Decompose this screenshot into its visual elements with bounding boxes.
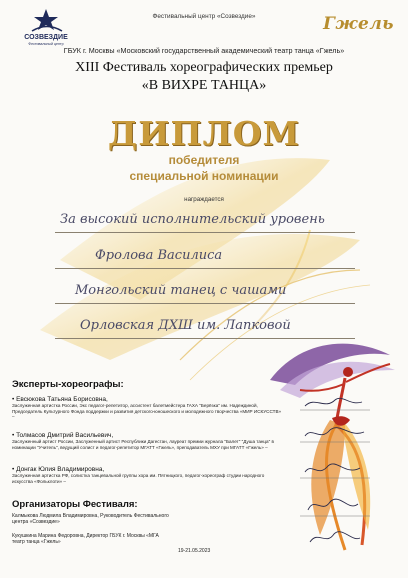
- festival-title: XIII Фестиваль хореографических премьер: [75, 60, 333, 75]
- experts-title: Эксперты-хореографы:: [12, 379, 124, 390]
- logo-left-subtitle: Фестивальный центр: [28, 42, 64, 46]
- festival-date: 19-21.05.2023: [178, 548, 211, 554]
- signature-5: [310, 532, 360, 542]
- expert-name: • Евсюкова Татьяна Борисовна,: [12, 396, 108, 403]
- expert-name: • Донгак Юлия Владимировна,: [12, 466, 105, 473]
- festival-name: «В ВИХРЕ ТАНЦА»: [141, 78, 267, 93]
- gzhel-logo: Гжель: [323, 14, 394, 34]
- expert-item: [12, 432, 282, 450]
- organizer-item: Кукушкина Марина Федоровна, Директор ГБУК г. Москвы «МГА театр танца «Гжель»: [12, 533, 159, 545]
- festival-center-line: Фестивальный центр «Созвездие»: [152, 13, 256, 20]
- handwritten-name: Фролова Василиса: [95, 248, 223, 263]
- signature-4: [308, 499, 358, 510]
- organizer-item: Калмыкова Людмила Владимировна, Руководитель Фестивального центра «Созвездие»: [12, 513, 169, 525]
- logo-left-title: СОЗВЕЗДИЕ: [24, 34, 68, 41]
- handwritten-performance: Монгольский танец с чашами: [75, 283, 287, 298]
- guide-line: [55, 232, 355, 233]
- diploma-heading: ДИПЛОМ: [107, 114, 301, 153]
- guide-line: [55, 303, 355, 304]
- signature-3: [305, 464, 360, 472]
- awarded-label: награждается: [184, 196, 224, 203]
- expert-item: [12, 466, 282, 484]
- expert-description: Заслуженная артистка РФ, солистка танцевальной группы хора им. Пятницкого, педагог-хореограф студии народного искусства «Фольклоти» –: [12, 473, 265, 484]
- nomination-line: специальной номинации: [129, 169, 279, 183]
- signatures: [300, 392, 370, 552]
- signature-1: [305, 398, 362, 406]
- handwritten-nomination: За высокий исполнительский уровень: [60, 212, 325, 227]
- expert-name: • Толмасов Дмитрий Васильевич,: [12, 432, 114, 439]
- signature-2: [305, 428, 364, 436]
- handwritten-school: Орловская ДХШ им. Лапковой: [80, 318, 291, 333]
- expert-description: Заслуженный артист России, Заслуженный артист Республики Дагестан, лауреат премии журнала "Балет" "Душа танца" в номинации "Учитель", ведущий солист и педагог-репетитор МГАТТ «Гжель», преподаватель МХУ при МГАТТ «Гжель» –: [12, 439, 274, 450]
- organizer-line: ГБУК г. Москвы «Московский государственный академический театр танца «Гжель»: [63, 46, 345, 55]
- winner-line: победителя: [168, 153, 240, 167]
- expert-description: Заслуженная артистка России, Экс педагог-репетитор, ассистент балетмейстера ГАХА "Берёзка" им. Надеждиной, Председатель Культурного Фонда поддержки и развития детского-юношеского и молодежного творчества «МИР ИСКУССТВ» –: [12, 403, 282, 420]
- guide-line: [55, 338, 355, 339]
- guide-line: [55, 268, 355, 269]
- organizers-title: Организаторы Фестиваля:: [12, 499, 138, 510]
- expert-item: [12, 396, 282, 420]
